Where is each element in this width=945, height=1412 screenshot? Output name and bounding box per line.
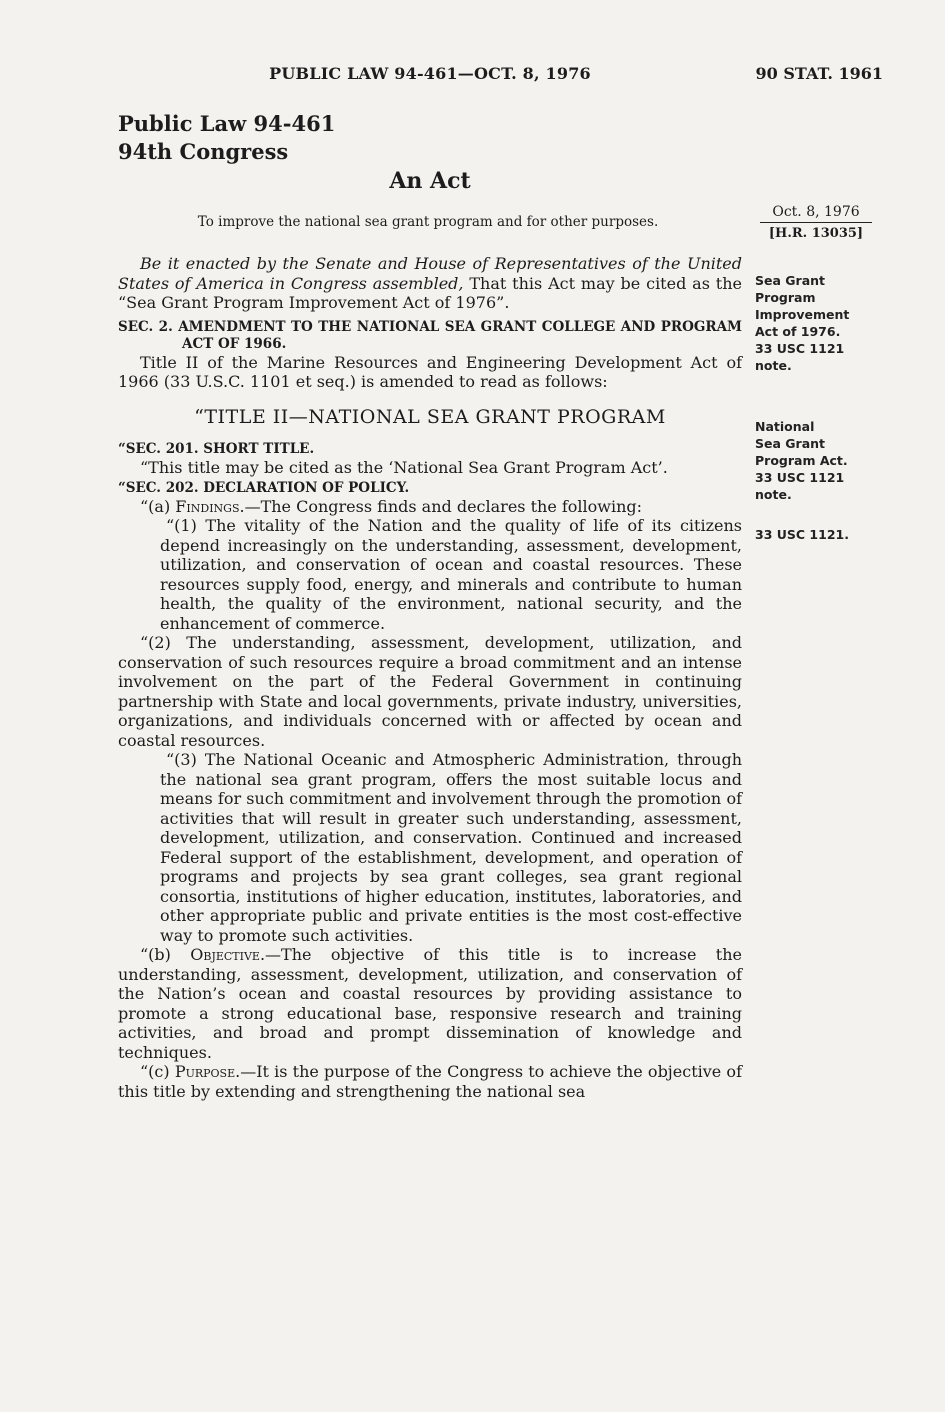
margin-line: Act of 1976. xyxy=(755,324,841,339)
enacting-rest: That this Act may be cited as the “Sea Grant Program Improvement Act of 1976”. xyxy=(118,273,743,312)
title-ii-heading: “TITLE II—NATIONAL SEA GRANT PROGRAM xyxy=(194,405,666,428)
subsection-text: .—It is the purpose of the Congress to achieve the objective of this title by extending and strengthening the national sea xyxy=(118,1062,742,1101)
subsection-prefix: “(b) xyxy=(140,945,191,964)
margin-line: Sea Grant xyxy=(755,273,826,288)
act-purpose: To improve the national sea grant program and for other purposes. xyxy=(197,214,659,230)
congress-label: 94th Congress xyxy=(118,139,289,164)
act-label: An Act xyxy=(389,168,471,194)
margin-line: 33 USC 1121 xyxy=(755,470,845,485)
statute-body xyxy=(118,254,742,1101)
margin-line: 33 USC 1121. xyxy=(755,527,849,542)
bill-number: [H.R. 13035] xyxy=(768,226,864,241)
enactment-date-box xyxy=(760,204,872,241)
paragraph-a1: “(1) The vitality of the Nation and the quality of life of its citizens depend increasingly on the understanding, assessment, development, utilization, and conservation of ocean and coastal resources. These resources supply food, energy, and minerals and contribute to human health, the quality of the environment, national security, and the enhancement of commerce. xyxy=(160,516,742,633)
enacting-italic: Be it enacted by the Senate and House of Representatives of the United States of America in Congress assembled, xyxy=(118,254,742,293)
law-number: Public Law 94-461 xyxy=(118,111,336,136)
margin-line: National xyxy=(755,419,815,434)
subsection-caption: Purpose xyxy=(174,1062,236,1081)
subsection-text: .—The Congress finds and declares the following: xyxy=(239,496,643,516)
subsection-caption: Objective xyxy=(190,945,260,964)
margin-line: Improvement xyxy=(755,307,850,322)
section-2-text: Title II of the Marine Resources and Engineering Development Act of 1966 (33 U.S.C. 1101 et seq.) is amended to read as follows: xyxy=(118,352,742,391)
subsection-prefix: “(c) xyxy=(140,1062,175,1081)
margin-line: note. xyxy=(755,487,792,502)
margin-note-national-act xyxy=(755,418,875,503)
running-header: PUBLIC LAW 94-461—OCT. 8, 1976 xyxy=(269,64,591,83)
subsection-a xyxy=(118,497,742,517)
law-title-block xyxy=(118,110,335,166)
enactment-date: Oct. 8, 1976 xyxy=(760,204,872,223)
page-reference: 90 STAT. 1961 xyxy=(755,64,883,83)
margin-line: note. xyxy=(755,358,792,373)
section-2-heading: SEC. 2. AMENDMENT TO THE NATIONAL SEA GRANT COLLEGE AND PROGRAM ACT OF 1966. xyxy=(118,318,742,352)
subsection-prefix: “(a) xyxy=(140,496,176,516)
section-202-heading: “SEC. 202. DECLARATION OF POLICY. xyxy=(118,479,410,496)
margin-note-code-cite xyxy=(755,526,875,543)
margin-line: Sea Grant xyxy=(755,436,826,451)
section-201-heading: “SEC. 201. SHORT TITLE. xyxy=(118,441,315,457)
subsection-c xyxy=(118,1062,742,1101)
paragraph-a3: “(3) The National Oceanic and Atmospheric Administration, through the national sea grant program, offers the most suitable locus and means for such commitment and involvement through the promotion of activities that will result in greater such understanding, assessment, development, utilization, and conservation. Continued and increased Federal support of the establishment, development, and operation of programs and projects by sea grant colleges, sea grant regional consortia, institutions of higher education, institutes, laboratories, and other appropriate public and private entities is the most cost-effective way to promote such activities. xyxy=(160,750,742,945)
section-201-text: “This title may be cited as the ‘National Sea Grant Program Act’. xyxy=(140,458,668,477)
margin-note-short-title xyxy=(755,272,875,374)
paragraph-a2: “(2) The understanding, assessment, development, utilization, and conservation of such resources require a broad commitment and an intense involvement on the part of the Federal Government in continuing partnership with State and local governments, private industry, universities, organizations, and individuals concerned with or affected by ocean and coastal resources. xyxy=(118,633,742,750)
subsection-caption: Findings xyxy=(175,496,240,516)
subsection-b xyxy=(118,945,742,1062)
subsection-text: .—The objective of this title is to increase the understanding, assessment, development, utilization, and conservation of the Nation’s ocean and coastal resources by providing assistance to promote a strong educational base, responsive research and training activities, and broad and prompt dissemination of knowledge and techniques. xyxy=(118,945,742,1062)
margin-line: 33 USC 1121 xyxy=(755,341,845,356)
margin-line: Program xyxy=(755,290,816,305)
margin-line: Program Act. xyxy=(755,453,848,468)
enacting-clause xyxy=(118,254,742,313)
